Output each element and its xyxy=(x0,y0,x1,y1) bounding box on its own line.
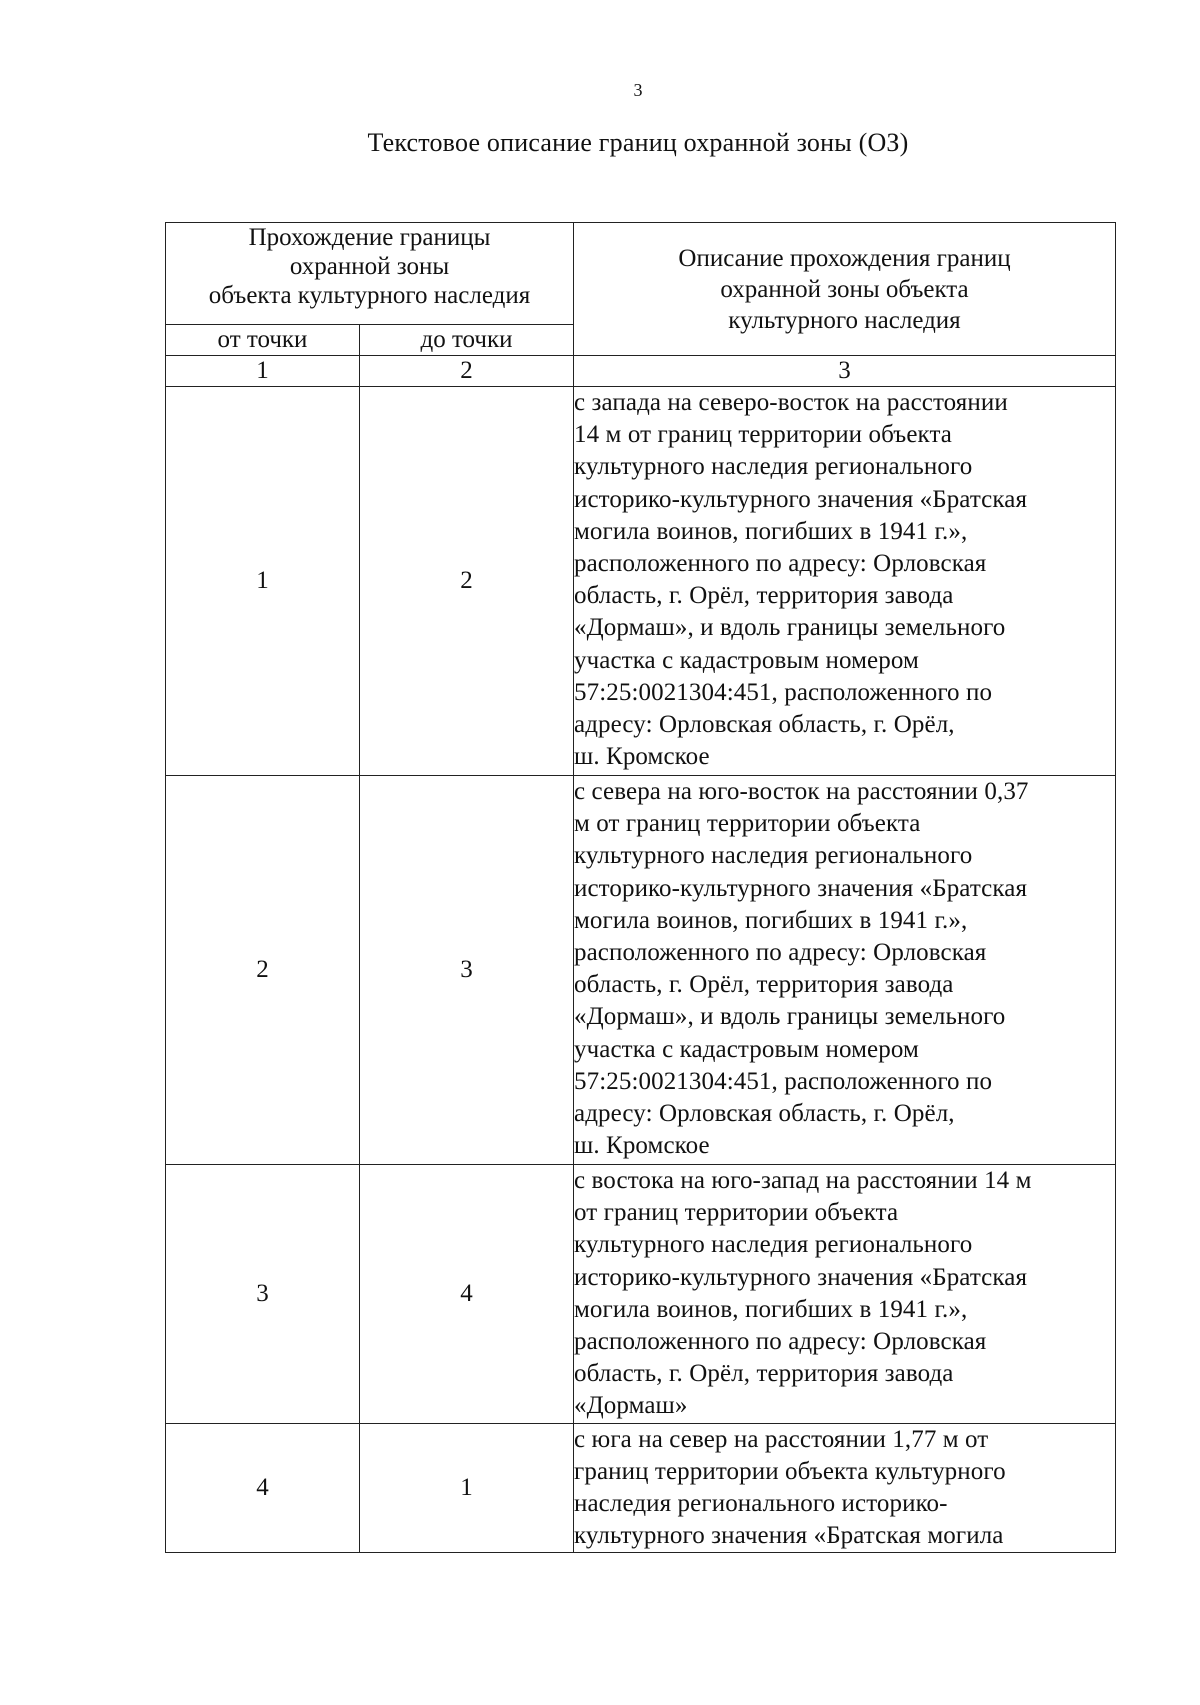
header-to-point: до точки xyxy=(360,325,574,356)
header-line: культурного наследия xyxy=(728,306,961,334)
from-point-cell: 3 xyxy=(166,1165,360,1424)
description-line: 57:25:0021304:451, расположенного по xyxy=(574,1067,993,1095)
header-description xyxy=(574,223,1116,356)
description-line: культурного наследия регионального xyxy=(574,453,973,481)
header-row xyxy=(166,223,1116,325)
description-cell xyxy=(574,1423,1116,1553)
description-cell xyxy=(574,387,1116,776)
description-line: адресу: Орловская область, г. Орёл, xyxy=(574,1100,955,1128)
header-from-point: от точки xyxy=(166,325,360,356)
description-line: историко-культурного значения «Братская xyxy=(574,1263,1028,1291)
description-line: с юга на север на расстоянии 1,77 м от xyxy=(574,1425,989,1453)
description-line: «Дормаш», и вдоль границы земельного xyxy=(574,614,1006,642)
to-point-cell: 3 xyxy=(360,776,574,1165)
description-line: наследия регионального историко- xyxy=(574,1490,948,1518)
description-line: ш. Кромское xyxy=(574,1132,710,1160)
description-line: с востока на юго-запад на расстоянии 14 м xyxy=(574,1167,1032,1194)
description-line: участка с кадастровым номером xyxy=(574,1035,919,1063)
description-line: область, г. Орёл, территория завода xyxy=(574,1360,954,1388)
description-line: расположенного по адресу: Орловская xyxy=(574,939,987,967)
description-line: 14 м от границ территории объекта xyxy=(574,421,952,449)
description-line: границ территории объекта культурного xyxy=(574,1457,1006,1485)
description-line: адресу: Орловская область, г. Орёл, xyxy=(574,711,955,739)
column-number: 2 xyxy=(360,356,574,387)
from-point-cell: 4 xyxy=(166,1423,360,1553)
header-line: охранной зоны объекта xyxy=(720,275,969,303)
description-line: могила воинов, погибших в 1941 г.», xyxy=(574,906,968,934)
description-line: «Дормаш», и вдоль границы земельного xyxy=(574,1003,1006,1031)
header-boundary-passage xyxy=(166,223,574,325)
page-number: 3 xyxy=(633,80,643,100)
description-line: «Дормаш» xyxy=(574,1392,688,1420)
description-cell xyxy=(574,776,1116,1165)
description-line: культурного наследия регионального xyxy=(574,842,973,870)
description-line: историко-культурного значения «Братская xyxy=(574,485,1028,513)
boundary-table xyxy=(165,222,1116,1553)
table-row xyxy=(166,776,1116,1165)
description-line: участка с кадастровым номером xyxy=(574,646,919,674)
description-line: расположенного по адресу: Орловская xyxy=(574,1328,987,1356)
description-line: область, г. Орёл, территория завода xyxy=(574,971,954,999)
description-line: 57:25:0021304:451, расположенного по xyxy=(574,678,993,706)
table-row xyxy=(166,1423,1116,1553)
description-line: ш. Кромское xyxy=(574,743,710,771)
to-point-cell: 1 xyxy=(360,1423,574,1553)
to-point-cell: 4 xyxy=(360,1165,574,1424)
column-number: 1 xyxy=(166,356,360,387)
column-number: 3 xyxy=(574,356,1116,387)
header-line: охранной зоны xyxy=(289,253,450,280)
header-line: Прохождение границы xyxy=(248,224,491,251)
description-cell xyxy=(574,1165,1116,1424)
description-line: область, г. Орёл, территория завода xyxy=(574,582,954,610)
from-point-cell: 2 xyxy=(166,776,360,1165)
header-line: объекта культурного наследия xyxy=(208,282,531,309)
description-line: культурного значения «Братская могила xyxy=(574,1522,1004,1550)
document-title: Текстовое описание границ охранной зоны (ОЗ) xyxy=(367,128,909,157)
description-line: с севера на юго-восток на расстоянии 0,37 xyxy=(574,778,1029,805)
description-line: историко-культурного значения «Братская xyxy=(574,874,1028,902)
column-number-row xyxy=(166,356,1116,387)
header-line: Описание прохождения границ xyxy=(678,244,1011,272)
description-line: могила воинов, погибших в 1941 г.», xyxy=(574,517,968,545)
description-line: расположенного по адресу: Орловская xyxy=(574,550,987,578)
description-line: могила воинов, погибших в 1941 г.», xyxy=(574,1295,968,1323)
table-row xyxy=(166,387,1116,776)
to-point-cell: 2 xyxy=(360,387,574,776)
description-line: культурного наследия регионального xyxy=(574,1231,973,1259)
description-line: от границ территории объекта xyxy=(574,1199,899,1227)
description-line: м от границ территории объекта xyxy=(574,810,921,838)
description-line: с запада на северо-восток на расстоянии xyxy=(574,389,1008,416)
table-row xyxy=(166,1165,1116,1424)
from-point-cell: 1 xyxy=(166,387,360,776)
